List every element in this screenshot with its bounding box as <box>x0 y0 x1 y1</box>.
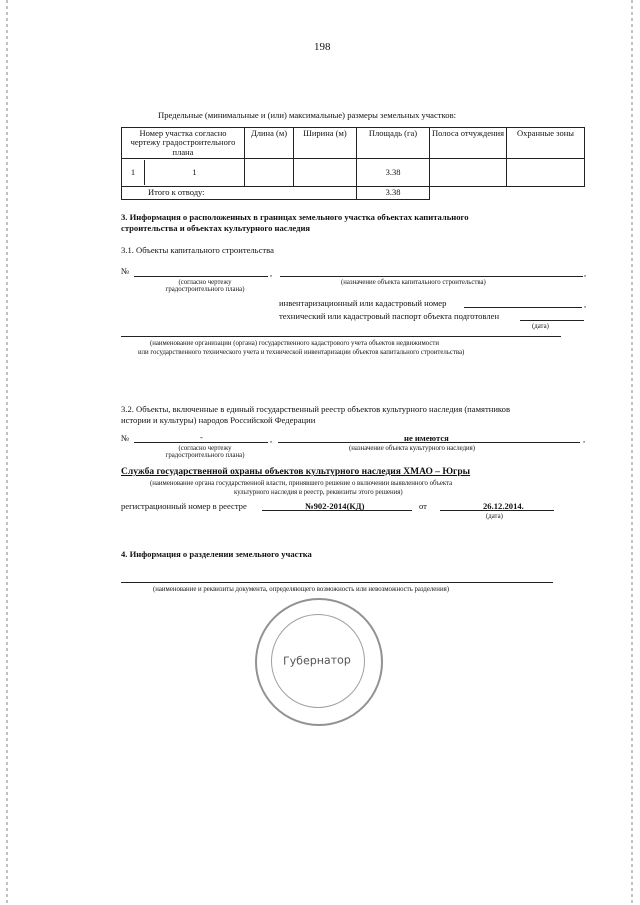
col-protected-zones: Охранные зоны <box>507 128 585 159</box>
caption-purpose: (назначение объекта капитального строительства) <box>341 279 486 286</box>
caption-authority-1: (наименование органа государственной власти, принявшего решение о включении выявленного объекта <box>150 480 453 487</box>
cell-zones <box>507 159 585 187</box>
col-exclusion-strip: Полоса отчуждения <box>430 128 507 159</box>
page-number: 198 <box>314 41 331 53</box>
seal-governor-label: Губернатор <box>282 653 351 668</box>
col-length: Длина (м) <box>245 128 294 159</box>
division-document-line <box>121 582 553 583</box>
total-value: 3.38 <box>357 187 430 200</box>
total-row <box>122 187 585 200</box>
scan-edge-right <box>631 0 633 905</box>
drawing-number-line <box>134 276 268 277</box>
number-sign-2: № <box>121 433 130 443</box>
table-row <box>122 159 585 187</box>
heritage-none: не имеются <box>404 433 449 443</box>
col-area: Площадь (га) <box>357 128 430 159</box>
cell-width <box>294 159 357 187</box>
registry-number-label: регистрационный номер в реестре <box>121 501 247 511</box>
caption-heritage: (назначение объекта культурного наследия) <box>349 445 476 452</box>
caption-organization-2: или государственного технического учета и технической инвентаризации объектов капитального строительства) <box>138 349 465 356</box>
document-page: 198 Предельные (минимальные и (или) максимальные) размеры земельных участков: Номер участка согласно чертежу градостроительного плана Длина (м) Ширина (м) Площадь (га) Полоса отчуждения Охранные зоны 1 1 3.38 Итого к отводу: 3.38 3. Информация о расположенных в границах земельного участка объектах капитального строительства и объектах культурного наследия 3.1. Объекты капитального строительства № , , (согласно чертежу градостроительного плана) (назначение объекта капитального строительства) инвентаризационный или кадастровый номер , технический или кадастровый паспорт объекта подготовлен (дата) (наименование организации (органа) государственного кадастрового учета объектов недвижимости или государственного технического учета и технической инвентаризации объектов капитального строительства) 3.2. Объекты, включенные в единый государственный реестр объектов культурного наследия (памятников истории и культуры) народов Российской Федерации № - , не имеются , (согласно чертежу градостроительного плана) (назначение объекта культурного наследия) Служба государственной охраны объектов культурного наследия ХМАО – Югры (наименование органа государственной власти, принявшего решение о включении выявленного объекта культурного наследия в реестр, реквизиты этого решения) регистрационный номер в реестре №902-2014(КД) от 26.12.2014. (дата) 4. Информация о разделении земельного участка (наименование и реквизиты документа, определяющего возможность или невозможность разделения) Губернатор <box>0 0 640 905</box>
organization-line <box>121 336 561 337</box>
subsection-3-1: 3.1. Объекты капитального строительства <box>121 245 274 255</box>
tech-passport-label: технический или кадастровый паспорт объекта подготовлен <box>279 311 500 321</box>
total-label: Итого к отводу: <box>122 187 357 200</box>
caption-authority-2: культурного наследия в реестр, реквизиты этого решения) <box>234 489 403 496</box>
col-width: Ширина (м) <box>294 128 357 159</box>
section3-title-line1: 3. Информация о расположенных в границах земельного участка объектах капитального <box>121 212 469 222</box>
inventory-number-line <box>464 307 582 308</box>
scan-edge-left <box>6 0 8 905</box>
caption-division: (наименование и реквизиты документа, определяющего возможность или невозможность разделения) <box>153 586 449 593</box>
plot-size-table <box>121 127 585 200</box>
number-sign: № <box>121 266 130 276</box>
cell-exclusion <box>430 159 507 187</box>
registry-number: №902-2014(КД) <box>305 501 365 511</box>
authority-name: Служба государственной охраны объектов культурного наследия ХМАО – Югры <box>121 467 471 477</box>
heritage-number-line <box>134 442 268 443</box>
inventory-number-label: инвентаризационный или кадастровый номер <box>279 298 447 308</box>
cell-length <box>245 159 294 187</box>
caption-date-2: (дата) <box>486 513 503 520</box>
heritage-number-dash: - <box>200 432 203 442</box>
cell-area: 3.38 <box>357 159 430 187</box>
section3-title-line2: строительства и объектах культурного наследия <box>121 223 311 233</box>
registry-date: 26.12.2014. <box>483 501 524 511</box>
registry-from: от <box>419 501 427 511</box>
limits-intro: Предельные (минимальные и (или) максимальные) размеры земельных участков: <box>158 110 457 120</box>
col-plot-number: Номер участка согласно чертежу градостроительного плана <box>122 128 245 159</box>
subsection-3-2-line2: истории и культуры) народов Российской Федерации <box>121 415 316 425</box>
caption-drawing: (согласно чертежу градостроительного плана) <box>165 279 245 293</box>
caption-drawing-2: (согласно чертежу градостроительного плана) <box>165 445 245 459</box>
section4-title: 4. Информация о разделении земельного участка <box>121 549 312 559</box>
purpose-line <box>280 276 583 277</box>
caption-organization-1: (наименование организации (органа) государственного кадастрового учета объектов недвижимости <box>150 340 439 347</box>
caption-date: (дата) <box>532 323 549 330</box>
tech-passport-date-line <box>520 320 584 321</box>
subsection-3-2-line1: 3.2. Объекты, включенные в единый государственный реестр объектов культурного наследия (памятников <box>121 404 511 414</box>
cell-plot-number: 1 1 <box>122 159 245 187</box>
